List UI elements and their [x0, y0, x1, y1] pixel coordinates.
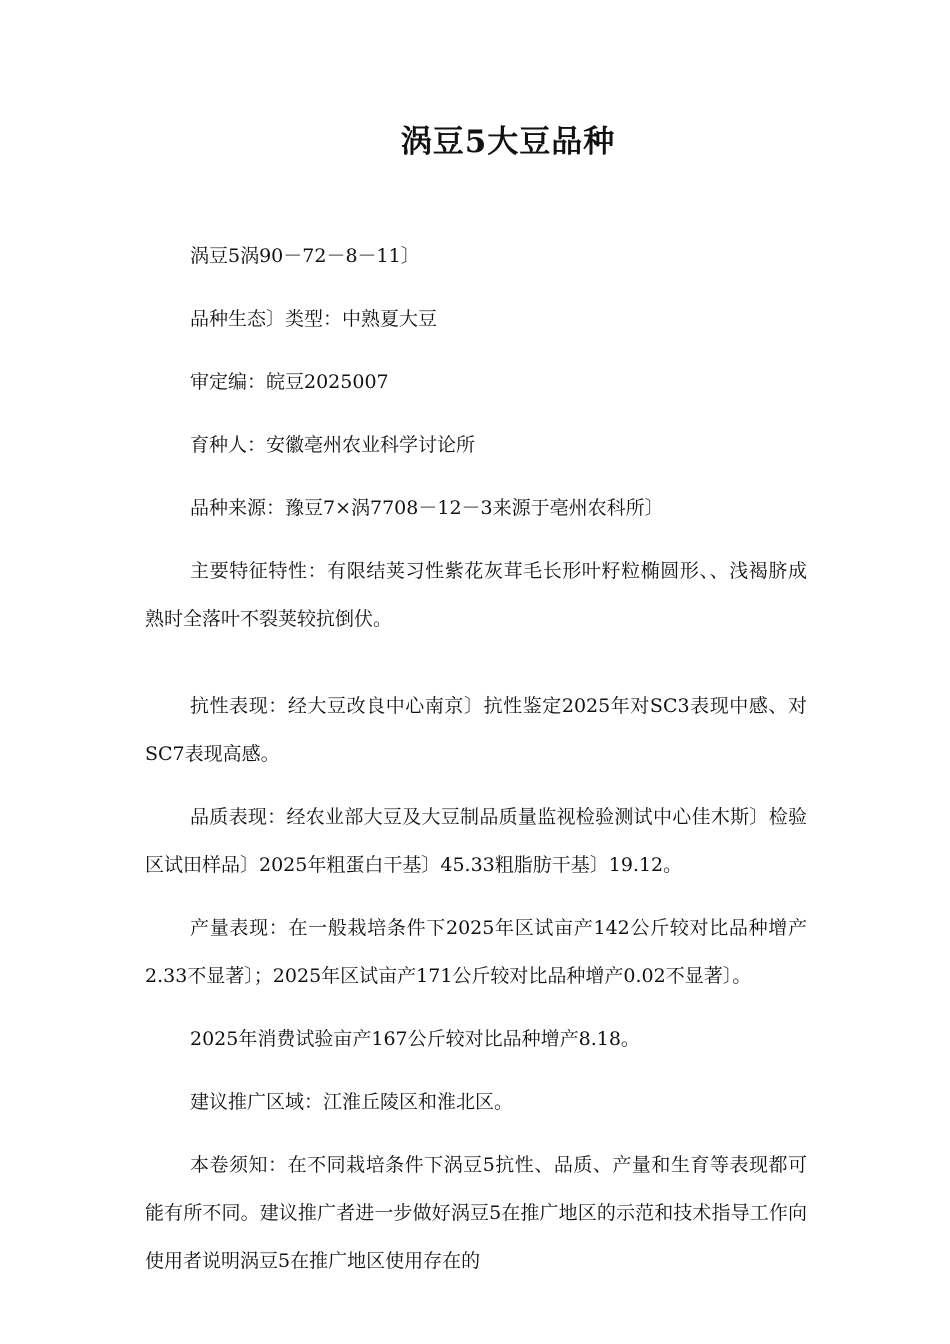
paragraph-yield: 产量表现：在一般栽培条件下2025年区试亩产142公斤较对比品种增产2.33不显著〕；2025年区试亩产171公斤较对比品种增产0.02不显著〕。	[145, 917, 807, 987]
paragraph-ecotype: 品种生态〕类型：中熟夏大豆	[190, 308, 438, 330]
paragraph-breeder: 育种人：安徽亳州农业科学讨论所	[190, 434, 476, 456]
paragraph-notes: 本卷须知：在不同栽培条件下涡豆5抗性、品质、产量和生育等表现都可能有所不同。建议推广者进一步做好涡豆5在推广地区的示范和技术指导工作向使用者说明涡豆5在推广地区使用存在的	[145, 1154, 807, 1272]
paragraph-resistance: 抗性表现：经大豆改良中心南京〕抗性鉴定2025年对SC3表现中感、对SC7表现高感。	[145, 695, 807, 765]
paragraph-gap	[145, 658, 807, 682]
paragraph-quality: 品质表现：经农业部大豆及大豆制品质量监视检验测试中心佳木斯〕检验区试田样品〕2025年粗蛋白干基〕45.33粗脂肪干基〕19.12。	[145, 806, 807, 876]
paragraph-production-trial: 2025年消费试验亩产167公斤较对比品种增产8.18。	[190, 1028, 640, 1050]
paragraph-recommended-region: 建议推广区域：江淮丘陵区和淮北区。	[190, 1091, 514, 1113]
document-title: 涡豆5大豆品种	[400, 124, 616, 160]
paragraph-approval-number: 审定编：皖豆2025007	[190, 371, 389, 393]
document-body	[145, 232, 807, 1300]
paragraph-characteristics: 主要特征特性：有限结荚习性紫花灰茸毛长形叶籽粒椭圆形、、浅褐脐成熟时全落叶不裂荚较抗倒伏。	[145, 560, 807, 630]
paragraph-origin: 品种来源：豫豆7×涡7708－12－3来源于亳州农科所〕	[190, 497, 664, 519]
paragraph-variety-code: 涡豆5涡90－72－8－11〕	[190, 245, 420, 267]
